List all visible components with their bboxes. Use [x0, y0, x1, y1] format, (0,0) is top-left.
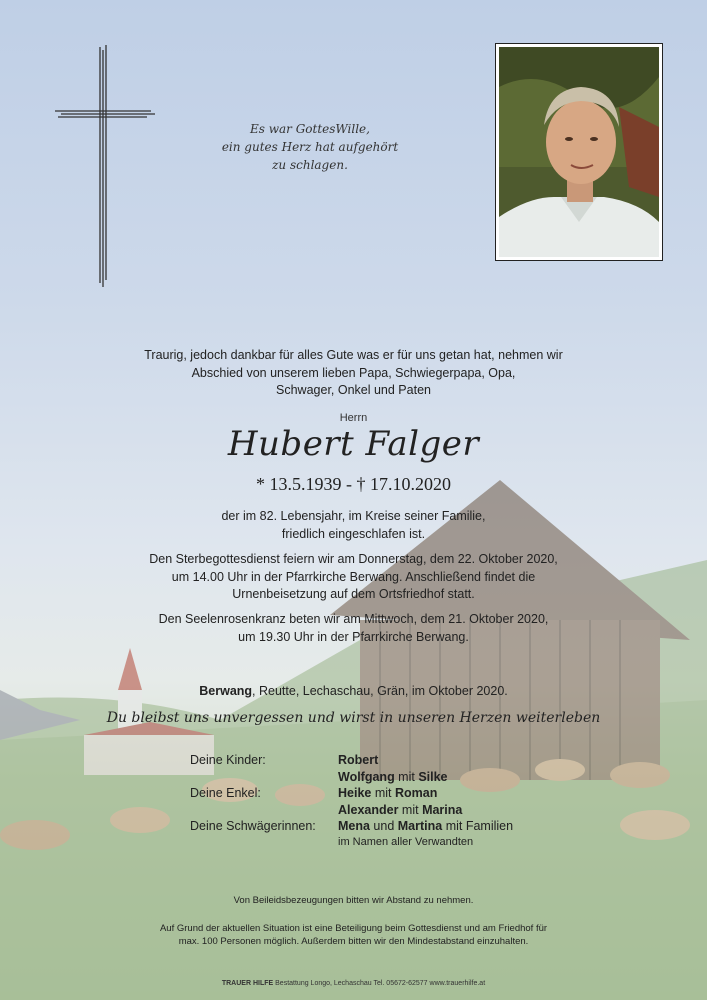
sisters-in-law-label: Deine Schwägerinnen:	[190, 819, 316, 833]
funeral-home-footer	[0, 980, 707, 987]
deceased-name: Hubert Falger	[227, 424, 480, 464]
place-name: Berwang	[199, 684, 253, 698]
grandchild-name: Heike	[338, 786, 372, 800]
service-line-1: Den Sterbegottesdienst feiern wir am Donnerstag, dem 22. Oktober 2020,	[149, 552, 558, 566]
life-dates: * 13.5.1939 - † 17.10.2020	[256, 474, 451, 494]
family-row: Alexander mit Marina	[338, 802, 463, 817]
family-row	[190, 752, 590, 769]
grandchild-name: Alexander	[338, 802, 399, 817]
footer-contact: Bestattung Longo, Lechaschau Tel. 05672-62577 www.trauerhilfe.at	[273, 980, 486, 987]
relatives-note: im Namen aller Verwandten	[338, 836, 474, 848]
memorial-phrase: Du bleibst uns unvergessen und wirst in unseren Herzen weiterleben	[106, 710, 601, 726]
sister-in-law-name: Martina	[397, 819, 443, 833]
service-line-3: Urnenbeisetzung auf dem Ortsfriedhof statt.	[232, 587, 475, 601]
partner-name: Roman	[394, 786, 438, 800]
portrait-photo-frame	[495, 43, 663, 261]
intro-line-1: Traurig, jedoch dankbar für alles Gute was er für uns getan hat, nehmen wir	[144, 348, 563, 362]
partner-name: Silke	[418, 769, 448, 784]
service-line-2: um 14.00 Uhr in der Pfarrkirche Berwang. Anschließend findet die	[171, 569, 536, 584]
place-date-line	[0, 684, 707, 698]
attendance-line-2: max. 100 Personen möglich. Außerdem bitten wir den Mindestabstand einzuhalten.	[178, 936, 529, 947]
rosary-text	[0, 611, 707, 646]
intro-text	[0, 347, 707, 400]
quote-line-1: Es war GottesWille,	[250, 122, 370, 136]
attendance-line-1: Auf Grund der aktuellen Situation ist eine Beteiligung beim Gottesdienst und am Friedhof für	[159, 923, 548, 934]
intro-line-2: Abschied von unserem lieben Papa, Schwiegerpapa, Opa,	[191, 365, 516, 380]
funeral-service-text	[0, 551, 707, 604]
quote-line-2: ein gutes Herz hat aufgehört	[221, 140, 399, 154]
partner-name: Marina	[422, 802, 463, 817]
quote-line-3: zu schlagen.	[272, 158, 348, 172]
intro-line-3: Schwager, Onkel und Paten	[276, 383, 431, 397]
place-rest: , Reutte, Lechaschau, Grän, im Oktober 2020.	[252, 684, 508, 698]
passing-line-1: der im 82. Lebensjahr, im Kreise seiner Familie,	[221, 509, 486, 523]
attendance-note	[0, 922, 707, 948]
child-name: Robert	[338, 753, 379, 767]
family-row: Wolfgang mit Silke	[338, 769, 448, 784]
family-row: Deine Enkel: Heike mit Roman	[190, 786, 438, 800]
rosary-line-2: um 19.30 Uhr in der Pfarrkirche Berwang.	[238, 629, 469, 644]
child-name: Wolfgang	[338, 769, 395, 784]
children-label: Deine Kinder:	[190, 753, 266, 767]
salutation: Herrn	[339, 412, 368, 424]
sister-in-law-name: Mena	[338, 819, 370, 833]
portrait-photo	[499, 47, 659, 257]
family-row: Deine Schwägerinnen: Mena und Martina mit Familien	[190, 819, 514, 833]
passing-text	[0, 508, 707, 543]
passing-line-2: friedlich eingeschlafen ist.	[281, 526, 426, 541]
bible-quote	[215, 120, 405, 174]
rosary-line-1: Den Seelenrosenkranz beten wir am Mittwoch, dem 21. Oktober 2020,	[158, 612, 549, 626]
condolences-note: Von Beileidsbezeugungen bitten wir Abstand zu nehmen.	[233, 895, 474, 906]
cross-icon	[55, 45, 155, 290]
family-list	[190, 752, 590, 835]
grandchildren-label: Deine Enkel:	[190, 786, 261, 800]
footer-brand: TRAUER HILFE	[221, 980, 274, 987]
